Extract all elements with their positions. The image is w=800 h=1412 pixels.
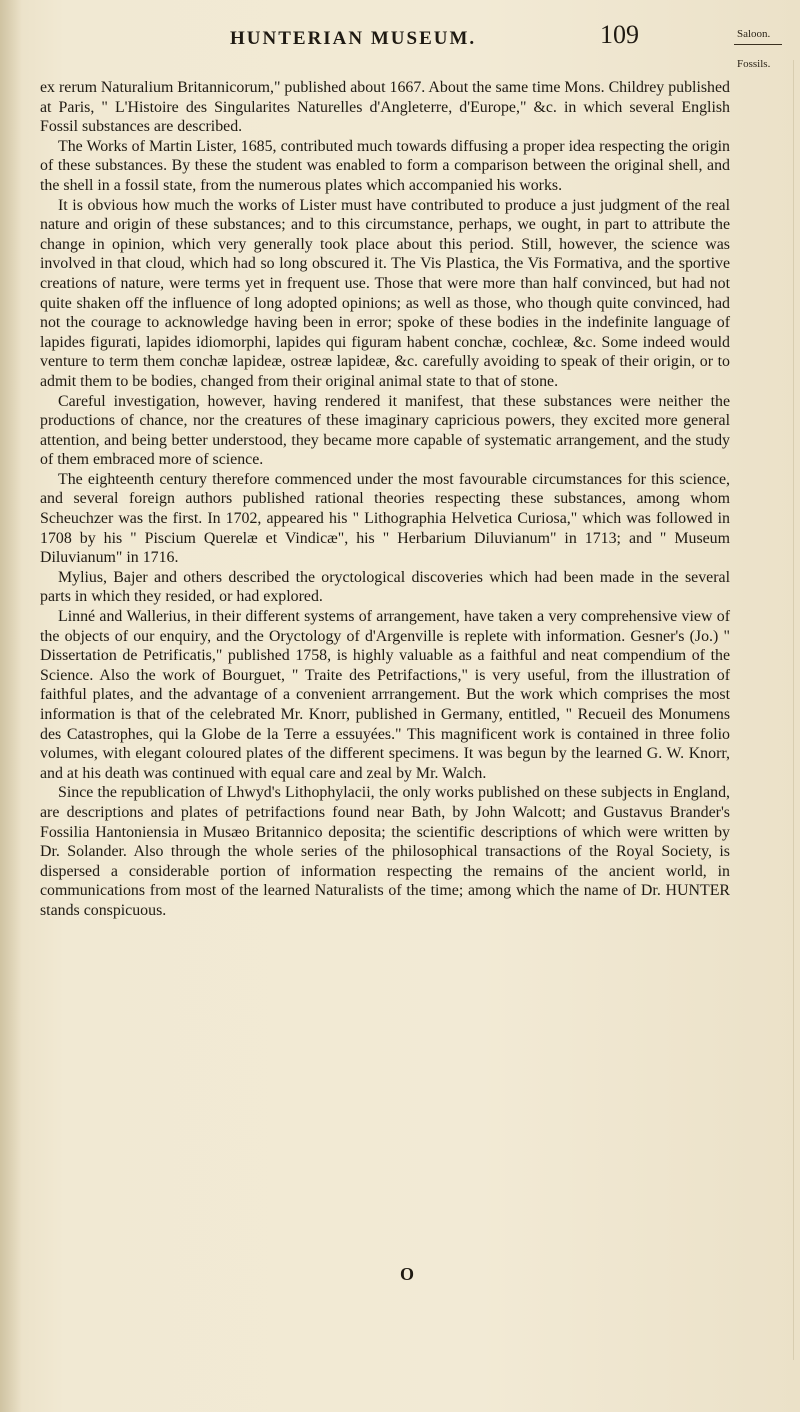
paragraph: Since the republication of Lhwyd's Lithophylacii, the only works published on these subjects in England, are descriptions and plates of petrifactions found near Bath, by John Walcott; and Gustavus Brander's Fossilia Hantoniensia in Musæo Britannico deposita; the scientific descriptions of which were written by Dr. Solander. Also through the whole series of the philosophical transactions of the Royal Society, is dispersed a considerable portion of information respecting the remains of the ancient world, in communications from most of the learned Naturalists of the time; among which the name of Dr. HUNTER stands conspicuous. xyxy=(40,784,730,919)
signature-mark: O xyxy=(400,1264,415,1284)
paragraph: Linné and Wallerius, in their different systems of arrangement, have taken a very comprehensive view of the objects of our enquiry, and the Oryctology of d'Argenville is replete with information. Gesner's (Jo.) " Dissertation de Petrificatis," published 1758, is highly valuable as a faithful and neat compendium of the Science. Also the work of Bourguet, " Traite des Petrifactions," is very useful, from the illustration of faithful plates, and the advantage of a convenient arrrangement. But the work which comprises the most information is that of the celebrated Mr. Knorr, published in Germany, entitled, " Recueil des Monumens des Catastrophes, qui la Globe de la Terre a essuyées." This magnificent work is contained in three folio volumes, with elegant coloured plates of the different specimens. It was begun by the learned G. W. Knorr, and at his death was continued with equal care and zeal by Mr. Walch. xyxy=(40,608,730,782)
sidenote-saloon: Saloon. xyxy=(737,28,771,40)
body-text xyxy=(40,78,730,921)
paragraph: ex rerum Naturalium Britannicorum," published about 1667. About the same time Mons. Childrey published at Paris, " L'Histoire des Singularites Naturelles d'Angleterre, d'Europe," &c. in which several English Fossil substances are described. xyxy=(40,79,730,136)
binding-shadow xyxy=(0,0,22,1412)
paragraph: Careful investigation, however, having rendered it manifest, that these substances were neither the productions of chance, nor the creatures of these imaginary capricious powers, they excited more general attention, and being better understood, they became more capable of systematic arrangement, and the study of them embraced more of science. xyxy=(40,392,730,469)
sidenote-fossils: Fossils. xyxy=(737,58,771,70)
page-number: 109 xyxy=(600,20,639,49)
paragraph: The Works of Martin Lister, 1685, contributed much towards diffusing a proper idea respecting the origin of these substances. By these the student was enabled to form a comparison between the original shell, and the shell in a fossil state, from the numerous plates which accompanied his works. xyxy=(40,137,730,194)
running-head: HUNTERIAN MUSEUM. xyxy=(230,28,477,49)
paragraph: The eighteenth century therefore commenced under the most favourable circumstances for this science, and several foreign authors published rational theories respecting these substances, among whom Scheuchzer was the first. In 1702, appeared his " Lithographia Helvetica Curiosa," which was followed in 1708 by his " Piscium Querelæ et Vindicæ", his " Herbarium Diluvianum" in 1713; and " Museum Diluvianum" in 1716. xyxy=(40,470,730,567)
page-edge-rule xyxy=(793,60,794,1360)
paragraph: Mylius, Bajer and others described the oryctological discoveries which had been made in the several parts in which they resided, or had explored. xyxy=(40,568,730,606)
page-header xyxy=(0,16,800,56)
sidenote-rule xyxy=(734,44,782,45)
paragraph: It is obvious how much the works of Lister must have contributed to produce a just judgment of the real nature and origin of these substances; and to this circumstance, perhaps, we ought, in part to attribute the change in opinion, which very generally took place about this period. Still, however, the science was involved in that cloud, which had so long obscured it. The Vis Plastica, the Vis Formativa, and the sportive creations of nature, were terms yet in frequent use. Those that were more than half convinced, but had not quite shaken off the influence of long adopted opinions; as well as those, who though quite convinced, had not the courage to acknowledge having been in error; spoke of these bodies in the indefinite language of lapides figurati, lapides idiomorphi, lapides qui figuram habent conchæ, cochleæ, &c. Some indeed would venture to term them conchæ lapideæ, ostreæ lapideæ, &c. carefully avoiding to speak of their origin, or to admit them to be bodies, changed from their original animal state to that of stone. xyxy=(40,196,730,390)
